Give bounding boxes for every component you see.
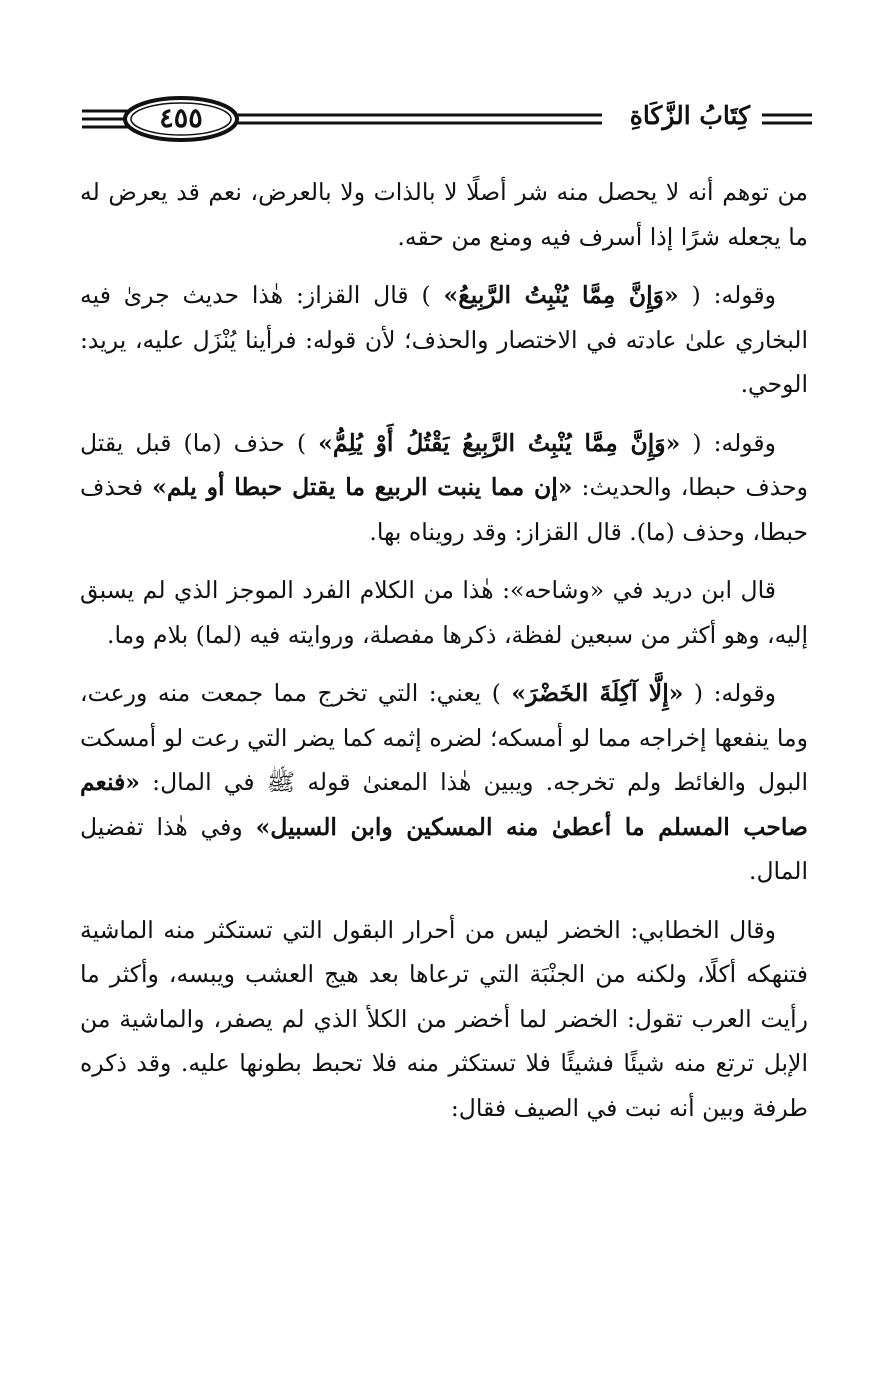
paragraph	[80, 671, 808, 894]
text-run: من توهم أنه لا يحصل منه شر أصلًا لا بالذات ولا بالعرض، نعم قد يعرض له ما يجعله شرًا إذا أسرف فيه ومنع من حقه.	[80, 178, 808, 251]
paragraph	[80, 568, 808, 657]
text-run: فحذف حبطا، وحذف (ما). قال القزاز: وقد رويناه بها.	[80, 473, 808, 546]
text-run: وقوله: (	[683, 679, 776, 707]
hadith-quote: «إن مما ينبت الربيع ما يقتل حبطا أو يلم»	[152, 473, 573, 501]
hadith-quote: «إِلَّا آكِلَةَ الخَضْرَ»	[511, 679, 684, 707]
text-run: ) قال القزاز: هٰذا حديث جرىٰ فيه البخاري علىٰ عادته في الاختصار والحذف؛ لأن قوله: فرأينا يُنْزَل عليه، يريد: الوحي.	[80, 281, 808, 398]
text-run: وفي هٰذا تفضيل المال.	[80, 812, 808, 885]
main-text	[80, 170, 808, 1144]
text-run: ) يعني: التي تخرج مما جمعت منه ورعت، وما ينفعها إخراجه مما لو أمسكه؛ لضره إثمه كما يضر التي رعت لو أمسكت البول والغائط ولم تخرجه. ويبين هٰذا المعنىٰ قوله ﷺ في المال:	[80, 679, 808, 796]
paragraph	[80, 421, 808, 555]
text-run: وقال الخطابي: الخضر ليس من أحرار البقول التي تستكثر منه الماشية فتنهكه أكلًا، ولكنه من الجنْبَة التي ترعاها بعد هيج العشب ويبسه، وأكثر ما رأيت العرب تقول: الخضر لما أخضر من الكلأ الذي لم يصفر، والماشية من الإبل ترتع منه شيئًا فشيئًا فلا تستكثر منه فلا تحبط بطونها عليه. وقد ذكره طرفة وبين أنه نبت في الصيف فقال:	[80, 915, 808, 1122]
page-number: ٤٥٥	[159, 103, 203, 134]
page-header	[82, 94, 812, 144]
hadith-quote: «وَإِنَّ مِمَّا يُنْبِتُ الرَّبِيعُ»	[443, 281, 679, 309]
hadith-quote: «فنعم صاحب المسلم ما أعطىٰ منه المسكين وابن السبيل»	[80, 768, 808, 841]
text-run: وقوله: (	[680, 428, 776, 457]
paragraph	[80, 170, 808, 259]
chapter-title: كِتَابُ الزَّكَاةِ	[629, 101, 750, 130]
text-run: ) حذف (ما) قبل يقتل وحذف حبطا، والحديث:	[80, 428, 808, 501]
hadith-quote: «وَإِنَّ مِمَّا يُنْبِتُ الرَّبِيعُ يَقْتُلُ أَوْ يُلِمُّ»	[318, 428, 681, 457]
text-run: قال ابن دريد في «وشاحه»: هٰذا من الكلام الفرد الموجز الذي لم يسبق إليه، وهو أكثر من سبعين لفظة، ذكرها مفصلة، وروايته فيه (لما) بلام وما.	[80, 576, 808, 649]
paragraph	[80, 273, 808, 407]
text-run: وقوله: (	[678, 281, 776, 309]
paragraph	[80, 908, 808, 1131]
